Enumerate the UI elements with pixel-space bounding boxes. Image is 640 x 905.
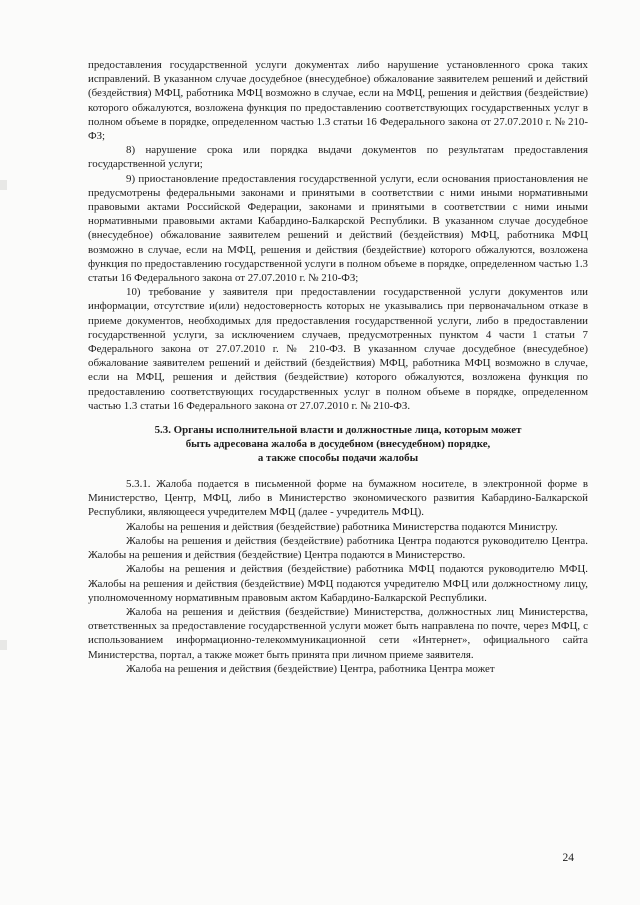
paragraph: 5.3.1. Жалоба подается в письменной форме на бумажном носителе, в электронной форме в Министерство, Центр, МФЦ, либо в Министерство экономического развития Кабардино-Балкарской Республики, являющееся учредителем МФЦ (далее - учредитель МФЦ). [88,478,588,519]
paragraph: 8) нарушение срока или порядка выдачи документов по результатам предоставления государственной услуги; [88,144,588,171]
page-number: 24 [562,852,574,864]
paragraph: Жалобы на решения и действия (бездействие) работника МФЦ подаются руководителю МФЦ. Жалобы на решения и действия (бездействие) МФЦ подаются учредителю МФЦ или должностному лицу, уполномоченному нормативным правовым актом Кабардино-Балкарской Республики. [88,563,588,604]
heading-line: 5.3. Органы исполнительной власти и должностные лица, которым может [154,424,522,437]
document-body [88,58,588,676]
paragraph: Жалобы на решения и действия (бездействие) работника Центра подаются руководителю Центра. Жалобы на решения и действия (бездействие) Центра подаются в Министерство. [88,534,588,562]
paragraphs-before-heading [88,58,588,413]
scan-mark [0,180,7,190]
paragraph: Жалоба на решения и действия (бездействие) Центра, работника Центра может [126,662,495,675]
paragraph: 10) требование у заявителя при предоставлении государственной услуги документов или информации, отсутствие и(или) недостоверность которых не указывались при первоначальном отказе в приеме документов, необходимых для предоставления государственной услуги, либо в предоставлении государственной услуги, за исключением случаев, предусмотренных пунктом 4 части 1 статьи 7 Федерального закона от 27.07.2010 г. № 210-ФЗ. В указанном случае досудебное (внесудебное) обжалование заявителем решений и действий (бездействия) МФЦ, работника МФЦ возможно в случае, если на МФЦ, решения и действия (бездействие) которого обжалуются, возложена функция по предоставлению соответствующих государственных услуг в полном объеме в порядке, определенном частью 1.3 статьи 16 Федерального закона от 27.07.2010 г. № 210-ФЗ. [88,286,588,412]
paragraph: предоставления государственной услуги документах либо нарушение установленного срока таких исправлений. В указанном случае досудебное (внесудебное) обжалование заявителем решений и действий (бездействия) МФЦ, работника МФЦ возможно в случае, если на МФЦ, решения и действия (бездействие) которого обжалуются, возложена функция по предоставлению соответствующих государственных услуг в полном объеме в порядке, определенном частью 1.3 статьи 16 Федерального закона от 27.07.2010 г. № 210-ФЗ; [88,59,588,143]
paragraphs-after-heading [88,477,588,676]
paragraph: 9) приостановление предоставления государственной услуги, если основания приостановления не предусмотрены федеральными законами и принятыми в соответствии с ними иными нормативными правовыми актами Российской Федерации, законами и принятыми в соответствии с ними иными нормативными правовыми актами Кабардино-Балкарской Республики. В указанном случае досудебное (внесудебное) обжалование заявителем решений и действий (бездействия) МФЦ, работника МФЦ возможно в случае, если на МФЦ, решения и действия (бездействие) которого обжалуются, возложена функция по предоставлению государственной услуги в полном объеме в порядке, определенном частью 1.3 статьи 16 Федерального закона от 27.07.2010 г. № 210-ФЗ; [88,172,588,285]
scan-mark [0,640,7,650]
heading-line: а также способы подачи жалобы [257,452,419,465]
heading-line: быть адресована жалоба в досудебном (внесудебном) порядке, [185,438,491,451]
section-heading [88,423,588,465]
paragraph: Жалоба на решения и действия (бездействие) Министерства, должностных лиц Министерства, ответственных за предоставление государственной услуги может быть направлена по почте, через МФЦ, с использованием информационно-телекоммуникационной сети «Интернет», официального сайта Министерства, портал, а также может быть принята при личном приеме заявителя. [88,605,588,661]
paragraph: Жалобы на решения и действия (бездействие) работника Министерства подаются Министру. [126,520,558,533]
